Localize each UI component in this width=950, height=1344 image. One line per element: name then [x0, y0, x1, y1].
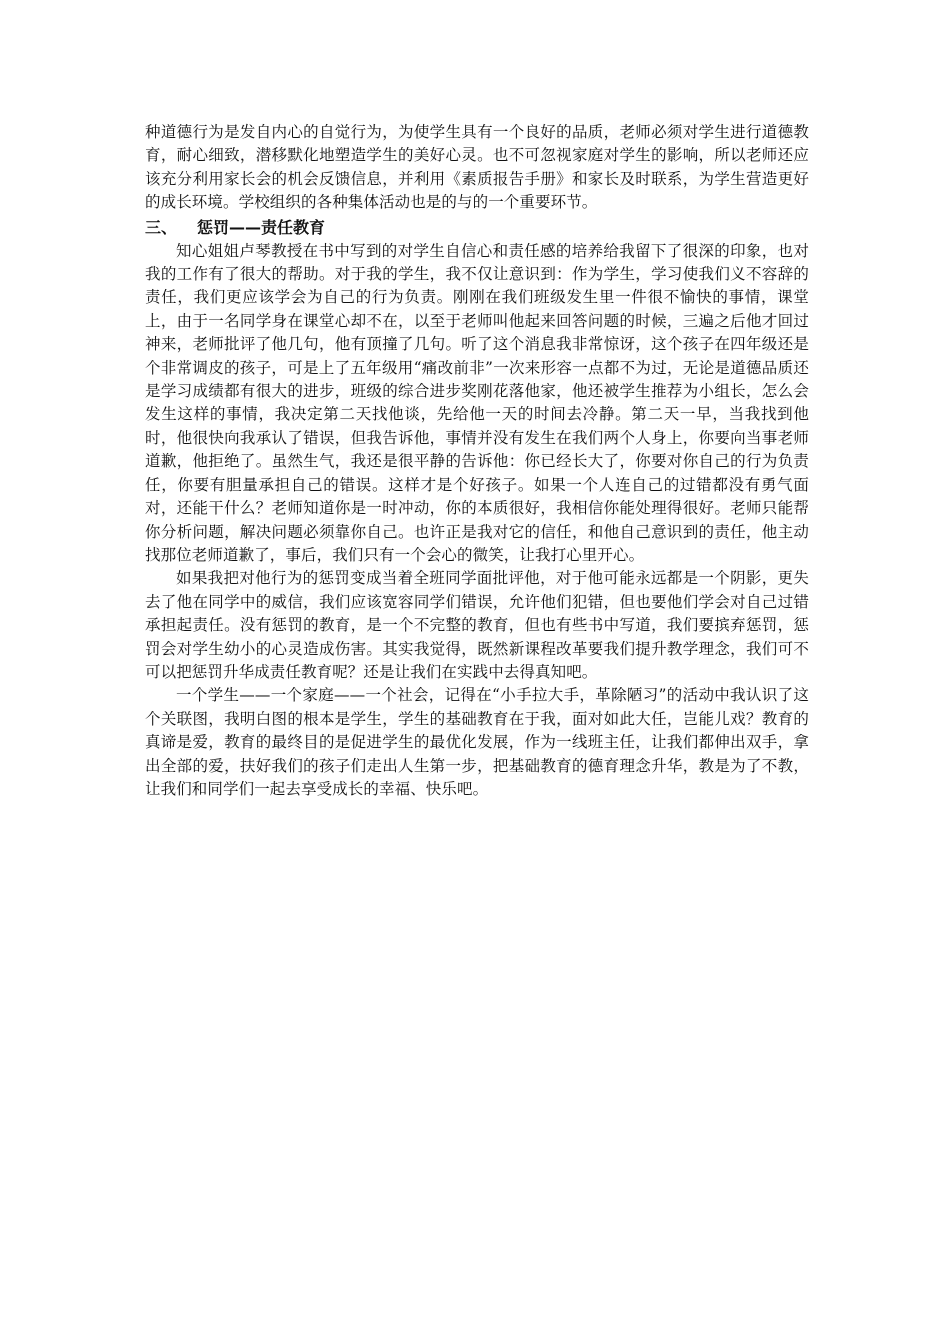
- paragraph-moral-education: 种道德行为是发自内心的自觉行为，为使学生具有一个良好的品质，老师必须对学生进行道德教育，耐心细致，潜移默化地塑造学生的美好心灵。也不可忽视家庭对学生的影响，所以老师还应该充分利用家长会的机会反馈信息，并利用《素质报告手册》和家长及时联系，为学生营造更好的成长环境。学校组织的各种集体活动也是的与的一个重要环节。: [145, 123, 809, 212]
- section-title: 惩罚——责任教育: [197, 217, 326, 237]
- paragraph-conclusion: 一个学生——一个家庭——一个社会，记得在“小手拉大手，革除陋习”的活动中我认识了这个关联图，我明白图的根本是学生，学生的基础教育在于我，面对如此大任，岂能儿戏？教育的真谛是爱，教育的最终目的是促进学生的最优化发展，作为一线班主任，让我们都伸出双手，拿出全部的爱，扶好我们的孩子们走出人生第一步，把基础教育的德育理念升华，教是为了不教，让我们和同学们一起去享受成长的幸福、快乐吧。: [145, 686, 809, 798]
- section-heading: [145, 215, 809, 240]
- document-page: [145, 121, 809, 801]
- section-number: 三、: [145, 217, 178, 237]
- paragraph-student-story: 知心姐姐卢琴教授在书中写到的对学生自信心和责任感的培养给我留下了很深的印象，也对我的工作有了很大的帮助。对于我的学生，我不仅让意识到：作为学生，学习使我们义不容辞的责任，我们更应该学会为自己的行为负责。刚刚在我们班级发生里一件很不愉快的事情，课堂上，由于一名同学身在课堂心却不在，以至于老师叫他起来回答问题的时候，三遍之后他才回过神来，老师批评了他几句，他有顶撞了几句。听了这个消息我非常惊讶，这个孩子在四年级还是个非常调皮的孩子，可是上了五年级用“痛改前非”一次来形容一点都不为过，无论是道德品质还是学习成绩都有很大的进步，班级的综合进步奖刚花落他家，他还被学生推荐为小组长，怎么会发生这样的事情，我决定第二天找他谈，先给他一天的时间去冷静。第二天一早，当我找到他时，他很快向我承认了错误，但我告诉他，事情并没有发生在我们两个人身上，你要向当事老师道歉，他拒绝了。虽然生气，我还是很平静的告诉他：你已经长大了，你要对你自己的行为负责任，你要有胆量承担自己的错误。这样才是个好孩子。如果一个人连自己的过错都没有勇气面对，还能干什么？老师知道你是一时冲动，你的本质很好，我相信你能处理得很好。老师只能帮你分析问题，解决问题必须靠你自己。也许正是我对它的信任，和他自己意识到的责任，他主动找那位老师道歉了，事后，我们只有一个会心的微笑，让我打心里开心。: [145, 241, 809, 564]
- paragraph-punishment-reflection: 如果我把对他行为的惩罚变成当着全班同学面批评他，对于他可能永远都是一个阴影，更失去了他在同学中的威信，我们应该宽容同学们错误，允许他们犯错，但也要他们学会对自己过错承担起责任。没有惩罚的教育，是一个不完整的教育，但也有些书中写道，我们要摈弃惩罚，惩罚会对学生幼小的心灵造成伤害。其实我觉得，既然新课程改革要我们提升教学理念，我们可不可以把惩罚升华成责任教育呢？还是让我们在实践中去得真知吧。: [145, 569, 809, 681]
